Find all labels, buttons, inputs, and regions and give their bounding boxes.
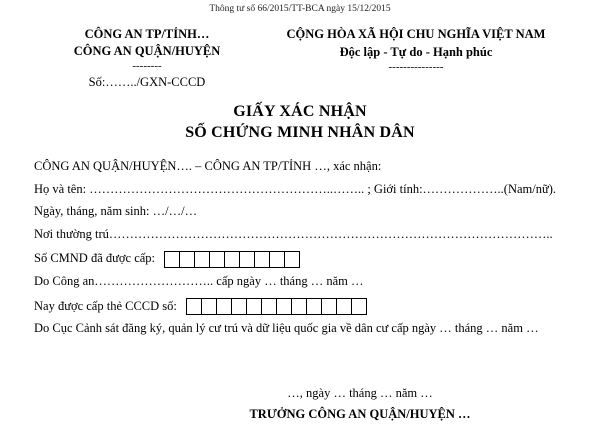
header-right-block bbox=[256, 26, 576, 74]
digit-cell[interactable] bbox=[276, 298, 292, 315]
digit-cell[interactable] bbox=[336, 298, 352, 315]
digit-cell[interactable] bbox=[194, 251, 210, 268]
national-motto: Độc lập - Tự do - Hạnh phúc bbox=[339, 45, 493, 59]
digit-cell[interactable] bbox=[261, 298, 277, 315]
full-name-line bbox=[34, 178, 574, 201]
issuing-authority-district: CÔNG AN QUẬN/HUYỆN bbox=[73, 44, 221, 58]
cccd-number-line bbox=[34, 295, 574, 318]
digit-cell[interactable] bbox=[216, 298, 232, 315]
date-of-birth-line bbox=[34, 200, 574, 223]
issuing-authority-province: CÔNG AN TP/TỈNH… bbox=[84, 27, 210, 41]
cmnd-number-label: Số CMND đã được cấp: bbox=[34, 251, 156, 265]
digit-cell[interactable] bbox=[351, 298, 367, 315]
header-right-divider: --------------- bbox=[388, 61, 444, 73]
cmnd-number-boxes[interactable] bbox=[164, 247, 300, 270]
digit-cell[interactable] bbox=[209, 251, 225, 268]
cmnd-number-line bbox=[34, 247, 574, 270]
digit-cell[interactable] bbox=[186, 298, 202, 315]
residence-label: Nơi thường trú bbox=[34, 226, 109, 241]
document-header bbox=[0, 26, 600, 98]
residence-line bbox=[34, 223, 574, 246]
issued-by-line bbox=[34, 270, 574, 293]
issued-date-text: cấp ngày … tháng … năm … bbox=[216, 274, 364, 289]
title-line-2: SỐ CHỨNG MINH NHÂN DÂN bbox=[185, 124, 415, 141]
document-body bbox=[34, 155, 574, 339]
footer-date-line: …, ngày … tháng … năm … bbox=[287, 386, 433, 400]
digit-cell[interactable] bbox=[231, 298, 247, 315]
digit-cell[interactable] bbox=[201, 298, 217, 315]
digit-cell[interactable] bbox=[239, 251, 255, 268]
digit-cell[interactable] bbox=[164, 251, 180, 268]
header-left-block bbox=[42, 26, 252, 91]
date-of-birth-value: …/…/… bbox=[152, 204, 198, 218]
residence-dots: …………………………………………………………………………………………….. bbox=[108, 226, 553, 241]
document-footer bbox=[0, 383, 600, 425]
national-name: CỘNG HÒA XÃ HỘI CHU NGHĨA VIỆT NAM bbox=[286, 27, 546, 41]
digit-cell[interactable] bbox=[224, 251, 240, 268]
digit-cell[interactable] bbox=[306, 298, 322, 315]
issued-by-label: Do Công an bbox=[34, 274, 95, 289]
issuing-department-paragraph: Do Cục Cảnh sát đăng ký, quản lý cư trú và dữ liệu quốc gia về dân cư cấp ngày … tháng … năm … bbox=[34, 321, 539, 336]
digit-cell[interactable] bbox=[246, 298, 262, 315]
digit-cell[interactable] bbox=[284, 251, 300, 268]
digit-cell[interactable] bbox=[291, 298, 307, 315]
signature-title: TRƯỞNG CÔNG AN QUẬN/HUYỆN … bbox=[249, 407, 471, 421]
date-of-birth-label: Ngày, tháng, năm sinh: bbox=[34, 204, 153, 218]
circular-reference: Thông tư số 66/2015/TT-BCA ngày 15/12/2015 bbox=[209, 4, 391, 14]
header-left-divider: -------- bbox=[132, 60, 162, 72]
certifying-authority-line: CÔNG AN QUẬN/HUYỆN…. – CÔNG AN TP/TỈNH …, xác nhận: bbox=[34, 159, 382, 173]
full-name-label: Họ và tên: bbox=[34, 181, 90, 196]
digit-cell[interactable] bbox=[269, 251, 285, 268]
issued-by-dots: ……………………….. bbox=[94, 274, 214, 289]
digit-cell[interactable] bbox=[179, 251, 195, 268]
digit-cell[interactable] bbox=[254, 251, 270, 268]
title-line-1: GIẤY XÁC NHẬN bbox=[233, 103, 367, 120]
page-title bbox=[0, 101, 600, 143]
cccd-number-boxes[interactable] bbox=[186, 295, 367, 318]
digit-cell[interactable] bbox=[321, 298, 337, 315]
document-number: Số:……../GXN-CCCD bbox=[88, 75, 206, 89]
full-name-dots: …………………………………………………..…….. ; Giới tính:………………..(Nam/nữ). bbox=[89, 181, 557, 196]
cccd-number-label: Nay được cấp thẻ CCCD số: bbox=[34, 298, 177, 313]
